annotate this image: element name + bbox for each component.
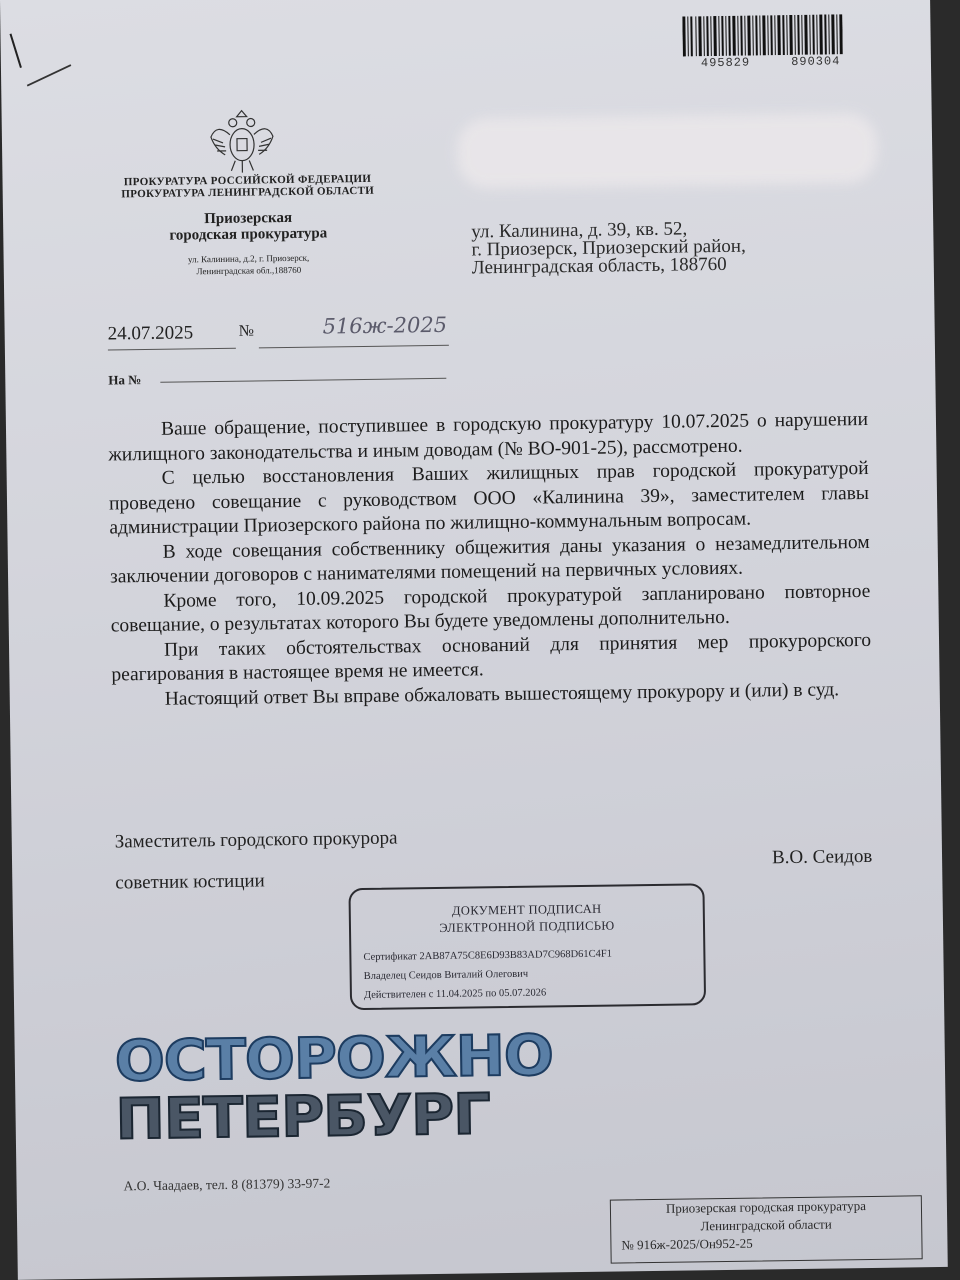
paragraph: Кроме того, 10.09.2025 городской прокуратурой запланировано повторное совещание, о результатах которого Вы будете уведомлены дополнительно. [110,580,871,637]
pen-mark [6,29,77,100]
barcode-number: 495829 890304 [700,54,841,71]
russian-eagle-emblem-icon [207,108,278,175]
reference-underline [160,378,446,383]
paragraph: Настоящий ответ Вы вправе обжаловать вышестоящему прокурору и (или) в суд. [164,678,840,710]
stamp-certificate: Сертификат 2AB87A75C8E6D93B83AD7C968D61C4F1 [363,948,613,964]
paragraph: При таких обстоятельствах оснований для принятия мер прокурорского реагирования в настоящее время не имеется. [111,629,872,686]
stamp-owner: Владелец Сеидов Виталий Олегович [363,968,529,983]
stamp-validity: Действителен с 11.04.2025 по 05.07.2026 [363,987,547,1002]
org-line-1: ПРОКУРАТУРА РОССИЙСКОЙ ФЕДЕРАЦИИ [123,172,372,189]
watermark-line-2: ПЕТЕРБУРГ [115,1082,491,1153]
redacted-recipient-name [457,113,878,189]
org-name: Приозерская городская прокуратура [169,209,328,244]
watermark-logo [114,1023,554,1153]
recipient-address: ул. Калинина, д. 39, кв. 52, г. Приозерск, Приозерский район, Ленинградская область, 188760 [471,218,746,279]
paragraph: С целью восстановления Ваших жилищных прав городской прокуратурой проведено совещание с руководством ООО «Калинина 39», заместителем главы администрации Приозерского района по жилищно-коммунальным вопросам. [108,457,870,539]
document-date: 24.07.2025 [107,322,194,345]
letter-body [108,408,872,713]
signer-rank: советник юстиции [115,870,265,894]
registration-stamp: Приозерская городская прокуратура Ленинградской области № 916ж-2025/Он952-25 [610,1195,923,1263]
barcode [682,14,843,56]
document-number-handwritten: 516ж-2025 [322,312,448,339]
number-underline [259,345,449,349]
sender-organization [112,173,383,279]
signer-name: В.О. Сеидов [771,845,873,869]
paragraph: В ходе совещания собственнику общежития даны указания о незамедлительном заключении договоров с нанимателями помещений на первичных условиях. [109,531,870,588]
number-label: № [238,322,255,340]
signer-title: Заместитель городского прокурора [114,827,398,853]
stamp-heading: ДОКУМЕНТ ПОДПИСАН ЭЛЕКТРОННОЙ ПОДПИСЬЮ [439,901,615,935]
executor-contact: А.О. Чаадаев, тел. 8 (81379) 33-97-2 [123,1175,331,1194]
org-address: ул. Калинина, д.2, г. Приозерск, Ленинградская обл.,188760 [187,252,310,277]
watermark-line-1: ОСТОРОЖНО [114,1023,554,1095]
reference-label: На № [108,372,142,388]
date-underline [108,348,236,351]
org-line-2: ПРОКУРАТУРА ЛЕНИНГРАДСКОЙ ОБЛАСТИ [121,184,375,201]
electronic-signature-stamp [348,883,706,1010]
paragraph: Ваше обращение, поступившее в городскую прокуратуру 10.07.2025 о нарушении жилищного законодательства и иным доводам (№ ВО-901-25), рассмотрено. [108,408,869,466]
